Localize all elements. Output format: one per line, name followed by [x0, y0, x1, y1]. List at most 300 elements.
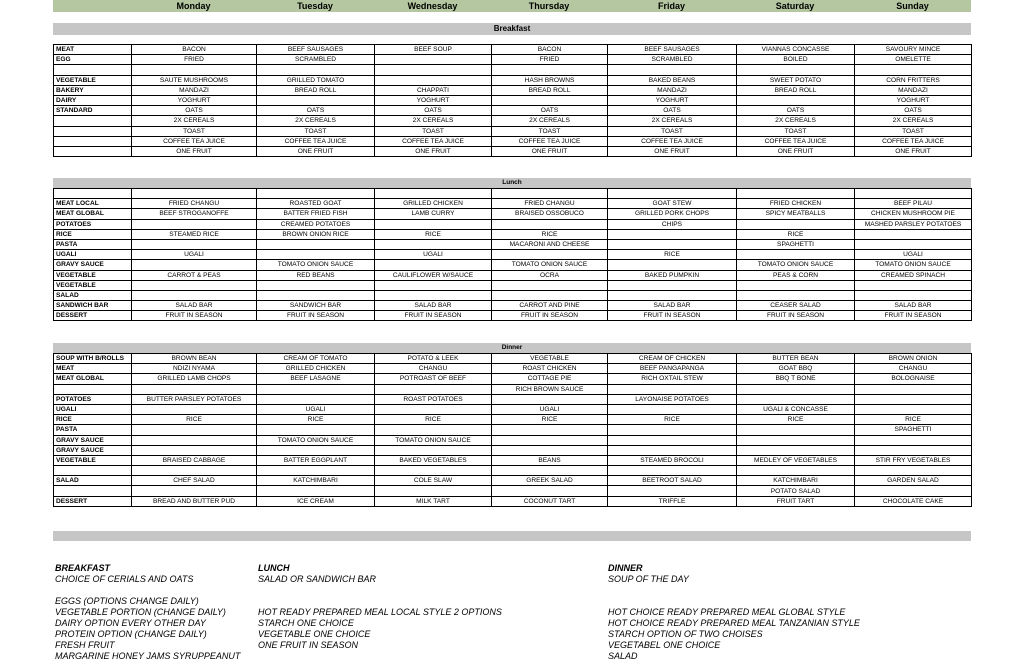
menu-cell: POTATO & LEEK — [375, 354, 492, 364]
menu-cell: FRIED CHANGU — [132, 199, 257, 209]
menu-cell: GOAT STEW — [608, 199, 737, 209]
notes-heading: DINNER — [608, 563, 643, 573]
category-label: MEAT LOCAL — [54, 199, 132, 209]
menu-row — [54, 435, 972, 445]
notes-line: HOT CHOICE READY PREPARED MEAL GLOBAL STYLE — [608, 607, 846, 617]
menu-cell — [608, 435, 737, 445]
menu-cell — [737, 394, 855, 404]
menu-cell: BRAISED CABBAGE — [132, 455, 257, 465]
menu-cell: UGALI — [132, 250, 257, 260]
menu-cell: CHOCOLATE CAKE — [855, 496, 972, 506]
category-label: VEGETABLE — [54, 75, 132, 85]
menu-row — [54, 229, 972, 239]
day-header-thursday: Thursday — [528, 1, 570, 11]
menu-cell: 2X CEREALS — [737, 116, 855, 126]
menu-cell: RICE — [608, 415, 737, 425]
menu-cell: 2X CEREALS — [492, 116, 608, 126]
menu-cell: TOAST — [492, 126, 608, 136]
menu-cell: COCONUT TART — [492, 496, 608, 506]
menu-cell: FRUIT IN SEASON — [492, 311, 608, 321]
menu-cell — [492, 394, 608, 404]
menu-cell — [132, 219, 257, 229]
category-label: MEAT GLOBAL — [54, 374, 132, 384]
menu-cell: BAKED VEGETABLES — [375, 455, 492, 465]
menu-cell: TOMATO ONION SAUCE — [492, 260, 608, 270]
menu-cell: ONE FRUIT — [737, 146, 855, 156]
menu-cell: RICE — [492, 415, 608, 425]
menu-cell: COFFEE TEA JUICE — [492, 136, 608, 146]
menu-cell: STIR FRY VEGETABLES — [855, 455, 972, 465]
menu-cell — [855, 394, 972, 404]
menu-cell — [492, 435, 608, 445]
menu-cell: CORN FRITTERS — [855, 75, 972, 85]
notes-line: ONE FRUIT IN SEASON — [258, 640, 359, 650]
menu-cell: FRUIT IN SEASON — [257, 311, 375, 321]
menu-cell — [132, 239, 257, 249]
menu-cell — [132, 189, 257, 199]
menu-cell — [492, 250, 608, 260]
menu-row — [54, 496, 972, 506]
dinner-band: Dinner — [53, 343, 971, 353]
category-label: MEAT — [54, 364, 132, 374]
category-label: BAKERY — [54, 85, 132, 95]
menu-cell: RED BEANS — [257, 270, 375, 280]
menu-cell — [737, 435, 855, 445]
menu-cell: VIANNAS CONCASSE — [737, 45, 855, 55]
menu-cell — [375, 75, 492, 85]
menu-cell: SPAGHETTI — [855, 425, 972, 435]
menu-cell — [855, 239, 972, 249]
menu-cell: CHANGU — [375, 364, 492, 374]
menu-row — [54, 466, 972, 476]
menu-cell — [375, 65, 492, 75]
menu-cell — [855, 445, 972, 455]
menu-cell: 2X CEREALS — [375, 116, 492, 126]
notes-line: STARCH ONE CHOICE — [258, 618, 354, 628]
menu-cell: PEAS & CORN — [737, 270, 855, 280]
menu-cell — [132, 404, 257, 414]
menu-cell: GREEK SALAD — [492, 476, 608, 486]
menu-cell: OATS — [375, 106, 492, 116]
menu-cell: RICE — [737, 229, 855, 239]
menu-cell: CHEF SALAD — [132, 476, 257, 486]
menu-cell — [492, 280, 608, 290]
menu-cell — [375, 486, 492, 496]
menu-cell: BUTTER PARSLEY POTATOES — [132, 394, 257, 404]
menu-row — [54, 95, 972, 105]
menu-row — [54, 209, 972, 219]
menu-cell: BREAD ROLL — [737, 85, 855, 95]
menu-cell: MILK TART — [375, 496, 492, 506]
menu-row — [54, 250, 972, 260]
menu-cell: TOAST — [375, 126, 492, 136]
menu-cell — [608, 404, 737, 414]
menu-row — [54, 301, 972, 311]
menu-cell: GRILLED CHICKEN — [257, 364, 375, 374]
menu-cell — [737, 250, 855, 260]
notes-line: CHOICE OF CERIALS AND OATS — [55, 574, 194, 584]
menu-cell — [375, 425, 492, 435]
menu-cell: LAMB CURRY — [375, 209, 492, 219]
menu-cell: SWEET POTATO — [737, 75, 855, 85]
notes-line — [258, 585, 502, 596]
category-label: VEGETABLE — [54, 270, 132, 280]
menu-cell — [375, 219, 492, 229]
menu-cell: SAVOURY MINCE — [855, 45, 972, 55]
menu-cell: MANDAZI — [855, 85, 972, 95]
menu-cell: TOAST — [608, 126, 737, 136]
menu-row — [54, 374, 972, 384]
notes-line — [55, 585, 240, 596]
menu-cell: CHICKEN MUSHROOM PIE — [855, 209, 972, 219]
category-label — [54, 189, 132, 199]
menu-cell: TOMATO ONION SAUCE — [257, 435, 375, 445]
menu-cell — [608, 229, 737, 239]
menu-cell: BAKED PUMPKIN — [608, 270, 737, 280]
category-label — [54, 65, 132, 75]
menu-cell: CARROT AND PINE — [492, 301, 608, 311]
menu-row — [54, 75, 972, 85]
menu-cell: BEEF LASAGNE — [257, 374, 375, 384]
menu-cell — [132, 280, 257, 290]
menu-cell: 2X CEREALS — [855, 116, 972, 126]
menu-row — [54, 445, 972, 455]
menu-cell: MANDAZI — [608, 85, 737, 95]
menu-cell: FRUIT IN SEASON — [855, 311, 972, 321]
notes-heading: BREAKFAST — [55, 563, 111, 573]
menu-cell: RICE — [375, 229, 492, 239]
menu-cell: COFFEE TEA JUICE — [737, 136, 855, 146]
menu-row — [54, 219, 972, 229]
menu-row — [54, 404, 972, 414]
menu-cell — [257, 65, 375, 75]
category-label: RICE — [54, 415, 132, 425]
menu-cell: OMELETTE — [855, 55, 972, 65]
menu-cell: BEEF PANGAPANGA — [608, 364, 737, 374]
menu-cell: OATS — [737, 106, 855, 116]
category-label: UGALI — [54, 404, 132, 414]
menu-cell: BREAD ROLL — [492, 85, 608, 95]
category-label — [54, 146, 132, 156]
day-header-saturday: Saturday — [775, 1, 815, 11]
menu-cell: FRUIT TART — [737, 496, 855, 506]
menu-cell: YOGHURT — [375, 95, 492, 105]
menu-cell: ONE FRUIT — [608, 146, 737, 156]
menu-cell: SALAD BAR — [855, 301, 972, 311]
menu-cell — [737, 425, 855, 435]
menu-cell: SCRAMBLED — [608, 55, 737, 65]
category-label: MEAT GLOBAL — [54, 209, 132, 219]
menu-cell: OATS — [132, 106, 257, 116]
menu-cell: BROWN ONION — [855, 354, 972, 364]
menu-cell: OCRA — [492, 270, 608, 280]
category-label: PASTA — [54, 425, 132, 435]
notes-line: EGGS (OPTIONS CHANGE DAILY) — [55, 596, 199, 606]
menu-cell — [608, 466, 737, 476]
menu-cell: MACARONI AND CHEESE — [492, 239, 608, 249]
menu-cell: SPAGHETTI — [737, 239, 855, 249]
category-label: MEAT — [54, 45, 132, 55]
menu-row — [54, 280, 972, 290]
menu-cell — [608, 260, 737, 270]
notes-line: DAIRY OPTION EVERY OTHER DAY — [55, 618, 206, 628]
menu-cell — [492, 219, 608, 229]
menu-cell — [257, 95, 375, 105]
menu-row — [54, 425, 972, 435]
menu-cell: RICE — [737, 415, 855, 425]
menu-cell: MEDLEY OF VEGETABLES — [737, 455, 855, 465]
menu-cell: FRUIT IN SEASON — [737, 311, 855, 321]
menu-cell — [375, 280, 492, 290]
menu-cell: COFFEE TEA JUICE — [855, 136, 972, 146]
menu-cell: CREAMED POTATOES — [257, 219, 375, 229]
menu-cell — [375, 260, 492, 270]
menu-cell: UGALI — [257, 404, 375, 414]
menu-cell: FRIED — [132, 55, 257, 65]
category-label — [54, 116, 132, 126]
menu-cell: YOGHURT — [608, 95, 737, 105]
menu-cell: BAKED BEANS — [608, 75, 737, 85]
menu-cell — [132, 290, 257, 300]
menu-row — [54, 126, 972, 136]
menu-cell — [737, 95, 855, 105]
category-label: SOUP WITH B/ROLLS — [54, 354, 132, 364]
menu-cell — [375, 189, 492, 199]
lunch-band: Lunch — [53, 178, 971, 188]
category-label: SALAD — [54, 290, 132, 300]
category-label: GRAVY SAUCE — [54, 260, 132, 270]
menu-cell — [132, 65, 257, 75]
menu-row — [54, 260, 972, 270]
menu-cell: POTATO SALAD — [737, 486, 855, 496]
menu-row — [54, 415, 972, 425]
menu-cell: CARROT & PEAS — [132, 270, 257, 280]
menu-cell: VEGETABLE — [492, 354, 608, 364]
day-header-tuesday: Tuesday — [297, 1, 333, 11]
menu-cell: ONE FRUIT — [132, 146, 257, 156]
menu-cell — [492, 445, 608, 455]
menu-cell — [375, 239, 492, 249]
category-label — [54, 466, 132, 476]
menu-row — [54, 45, 972, 55]
footer-band — [53, 531, 971, 541]
notes-line — [608, 596, 860, 607]
menu-cell: FRIED CHICKEN — [737, 199, 855, 209]
menu-cell — [855, 189, 972, 199]
menu-cell — [608, 189, 737, 199]
menu-cell: CHAPPATI — [375, 85, 492, 95]
menu-cell: BREAD AND BUTTER PUD — [132, 496, 257, 506]
menu-cell: LAYONAISE POTATOES — [608, 394, 737, 404]
menu-cell: GRILLED PORK CHOPS — [608, 209, 737, 219]
menu-cell: BATTER EGGPLANT — [257, 455, 375, 465]
menu-cell — [132, 260, 257, 270]
notes-line: HOT CHOICE READY PREPARED MEAL TANZANIAN STYLE — [608, 618, 860, 628]
menu-cell — [375, 466, 492, 476]
menu-cell: 2X CEREALS — [608, 116, 737, 126]
menu-cell: BACON — [132, 45, 257, 55]
menu-cell: ONE FRUIT — [492, 146, 608, 156]
menu-row — [54, 136, 972, 146]
menu-cell — [855, 404, 972, 414]
category-label: RICE — [54, 229, 132, 239]
menu-cell — [492, 425, 608, 435]
menu-cell — [737, 384, 855, 394]
menu-cell: TOMATO ONION SAUCE — [855, 260, 972, 270]
menu-row — [54, 384, 972, 394]
menu-cell: MASHED PARSLEY POTATOES — [855, 219, 972, 229]
menu-cell: OATS — [855, 106, 972, 116]
menu-cell: SALAD BAR — [608, 301, 737, 311]
menu-cell: STEAMED RICE — [132, 229, 257, 239]
menu-cell — [257, 466, 375, 476]
notes-line: HOT READY PREPARED MEAL LOCAL STYLE 2 OPTIONS — [258, 607, 502, 617]
menu-row — [54, 189, 972, 199]
menu-cell: RICE — [375, 415, 492, 425]
menu-cell: TRIFFLE — [608, 496, 737, 506]
notes-line: VEGETABEL ONE CHOICE — [608, 640, 721, 650]
menu-cell: RICE — [855, 415, 972, 425]
menu-cell — [132, 435, 257, 445]
menu-cell — [737, 445, 855, 455]
menu-cell: COFFEE TEA JUICE — [257, 136, 375, 146]
category-label: DAIRY — [54, 95, 132, 105]
menu-cell: RICE — [608, 250, 737, 260]
menu-cell — [132, 486, 257, 496]
menu-row — [54, 394, 972, 404]
day-header-wednesday: Wednesday — [407, 1, 458, 11]
menu-row — [54, 364, 972, 374]
lunch-notes — [258, 563, 502, 651]
menu-cell — [375, 404, 492, 414]
menu-row — [54, 65, 972, 75]
menu-cell: CREAM OF TOMATO — [257, 354, 375, 364]
category-label: SALAD — [54, 476, 132, 486]
menu-cell: UGALI — [855, 250, 972, 260]
category-label: DESSERT — [54, 311, 132, 321]
menu-cell: BRAISED OSSOBUCO — [492, 209, 608, 219]
category-label — [54, 486, 132, 496]
menu-cell — [257, 189, 375, 199]
menu-cell: CHIPS — [608, 219, 737, 229]
menu-cell: GRILLED CHICKEN — [375, 199, 492, 209]
menu-cell — [737, 219, 855, 229]
menu-cell: BEEF STROGANOFFE — [132, 209, 257, 219]
menu-cell — [737, 280, 855, 290]
category-label: GRAVY SAUCE — [54, 435, 132, 445]
menu-cell — [855, 280, 972, 290]
menu-cell — [608, 290, 737, 300]
menu-cell: KATCHIMBARI — [257, 476, 375, 486]
menu-cell: ROAST CHICKEN — [492, 364, 608, 374]
category-label — [54, 384, 132, 394]
menu-cell: ONE FRUIT — [257, 146, 375, 156]
menu-cell — [257, 250, 375, 260]
menu-cell — [375, 384, 492, 394]
menu-cell: MANDAZI — [132, 85, 257, 95]
menu-cell — [492, 290, 608, 300]
menu-row — [54, 199, 972, 209]
notes-line: SALAD OR SANDWICH BAR — [258, 574, 377, 584]
menu-cell: BEEF SOUP — [375, 45, 492, 55]
menu-cell: 2X CEREALS — [257, 116, 375, 126]
menu-cell: HASH BROWNS — [492, 75, 608, 85]
category-label — [54, 136, 132, 146]
category-label: UGALI — [54, 250, 132, 260]
menu-cell: BBQ T BONE — [737, 374, 855, 384]
menu-cell: COFFEE TEA JUICE — [608, 136, 737, 146]
menu-row — [54, 146, 972, 156]
menu-cell — [257, 290, 375, 300]
day-header-sunday: Sunday — [896, 1, 929, 11]
menu-cell: SANDWICH BAR — [257, 301, 375, 311]
notes-line: VEGETABLE PORTION (CHANGE DAILY) — [55, 607, 226, 617]
menu-cell: COTTAGE PIE — [492, 374, 608, 384]
menu-cell — [608, 486, 737, 496]
menu-row — [54, 55, 972, 65]
menu-cell — [855, 290, 972, 300]
menu-cell: TOAST — [257, 126, 375, 136]
menu-cell — [375, 55, 492, 65]
notes-line: PROTEIN OPTION (CHANGE DAILY) — [55, 629, 207, 639]
menu-cell: KATCHIMBARI — [737, 476, 855, 486]
notes-line: VEGETABLE ONE CHOICE — [258, 629, 371, 639]
menu-cell: TOMATO ONION SAUCE — [737, 260, 855, 270]
menu-cell: GRILLED TOMATO — [257, 75, 375, 85]
menu-cell — [608, 239, 737, 249]
notes-line: SOUP OF THE DAY — [608, 574, 689, 584]
menu-cell: CREAMED SPINACH — [855, 270, 972, 280]
breakfast-band: Breakfast — [53, 23, 971, 35]
menu-cell: BEETROOT SALAD — [608, 476, 737, 486]
menu-cell: SPICY MEATBALLS — [737, 209, 855, 219]
menu-cell — [608, 425, 737, 435]
menu-cell: BOILED — [737, 55, 855, 65]
menu-cell: SCRAMBLED — [257, 55, 375, 65]
menu-cell — [375, 290, 492, 300]
menu-cell: RICH OXTAIL STEW — [608, 374, 737, 384]
menu-cell: SAUTE MUSHROOMS — [132, 75, 257, 85]
menu-cell — [132, 384, 257, 394]
menu-cell — [608, 445, 737, 455]
menu-cell: CEASER SALAD — [737, 301, 855, 311]
menu-cell — [608, 280, 737, 290]
menu-cell: OATS — [608, 106, 737, 116]
category-label: GRAVY SAUCE — [54, 445, 132, 455]
category-label: POTATOES — [54, 394, 132, 404]
category-label — [54, 126, 132, 136]
menu-cell — [855, 466, 972, 476]
menu-row — [54, 455, 972, 465]
menu-cell: TOMATO ONION SAUCE — [257, 260, 375, 270]
menu-cell — [855, 229, 972, 239]
menu-cell: FRIED CHANGU — [492, 199, 608, 209]
category-label: EGG — [54, 55, 132, 65]
breakfast-table — [53, 44, 972, 157]
menu-cell: BEEF PILAU — [855, 199, 972, 209]
menu-row — [54, 116, 972, 126]
menu-cell — [132, 466, 257, 476]
menu-cell — [257, 280, 375, 290]
menu-cell: BUTTER BEAN — [737, 354, 855, 364]
menu-cell — [855, 435, 972, 445]
menu-cell — [492, 189, 608, 199]
menu-cell: FRUIT IN SEASON — [132, 311, 257, 321]
menu-cell — [608, 65, 737, 75]
menu-cell — [737, 189, 855, 199]
menu-cell: FRUIT IN SEASON — [608, 311, 737, 321]
breakfast-notes — [55, 563, 240, 662]
